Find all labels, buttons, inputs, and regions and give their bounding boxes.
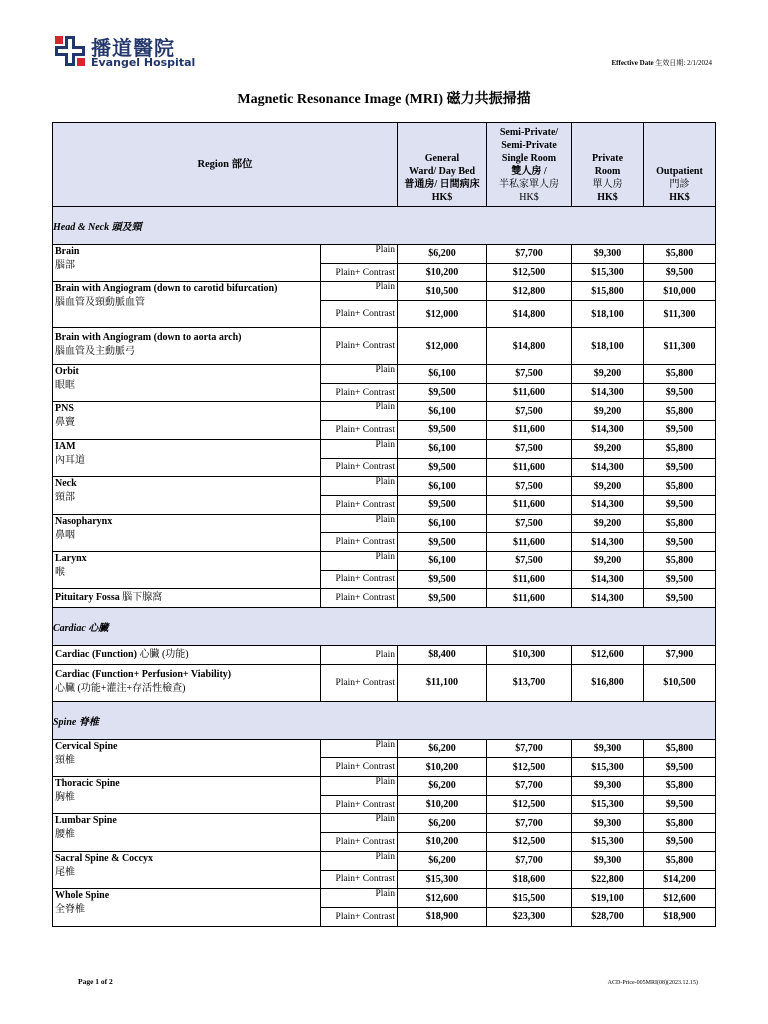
price-outpatient: $9,500 [644, 589, 716, 608]
price-semi-private: $7,500 [487, 551, 572, 570]
region-name-en: Brain with Angiogram (down to carotid bifurcation) [55, 283, 278, 295]
scan-type-cell: Plain [321, 551, 398, 570]
region-name-en: Cardiac (Function+ Perfusion+ Viability) [55, 668, 232, 680]
region-name-en: Lumbar Spine [55, 815, 117, 827]
scan-type-cell: Plain+ Contrast [321, 589, 398, 608]
price-general-ward: $8,400 [398, 646, 487, 665]
region-name-zh: 鼻咽 [55, 529, 75, 541]
region-name-zh: 腰椎 [55, 829, 75, 841]
region-name-en: Larynx [55, 552, 87, 564]
hospital-logo [53, 34, 196, 70]
table-row [53, 889, 716, 908]
scan-type-cell: Plain+ Contrast [321, 664, 398, 701]
price-general-ward: $9,500 [398, 495, 487, 514]
page-number: Page 1 of 2 [78, 977, 113, 986]
region-name-zh: 腦下腺窩 [122, 592, 163, 604]
table-row [53, 245, 716, 264]
region-name-en: Whole Spine [55, 890, 110, 902]
section-header-row [53, 701, 716, 739]
price-semi-private: $11,600 [487, 570, 572, 589]
region-cell [53, 328, 321, 365]
price-private-room: $9,200 [572, 439, 644, 458]
region-name-zh: 內耳道 [55, 454, 85, 466]
price-semi-private: $11,600 [487, 589, 572, 608]
effective-date-label: Effective Date [611, 59, 654, 67]
section-header-row [53, 608, 716, 646]
price-general-ward: $9,500 [398, 421, 487, 440]
price-general-ward: $12,600 [398, 889, 487, 908]
price-general-ward: $10,200 [398, 263, 487, 282]
price-private-room: $22,800 [572, 870, 644, 889]
region-name-en: Nasopharynx [55, 515, 113, 527]
price-outpatient: $5,800 [644, 439, 716, 458]
effective-date [611, 58, 712, 68]
price-general-ward: $9,500 [398, 533, 487, 552]
region-name-zh: 腦血管及主動脈弓 [55, 346, 135, 358]
price-private-room: $15,300 [572, 795, 644, 814]
price-general-ward: $6,100 [398, 551, 487, 570]
scan-type-cell: Plain [321, 814, 398, 833]
table-row [53, 646, 716, 665]
logo-english-name: Evangel Hospital [91, 56, 196, 69]
price-outpatient: $11,300 [644, 301, 716, 328]
price-private-room: $16,800 [572, 664, 644, 701]
price-private-room: $9,300 [572, 777, 644, 796]
price-general-ward: $10,200 [398, 795, 487, 814]
price-semi-private: $7,700 [487, 739, 572, 758]
price-private-room: $9,200 [572, 477, 644, 496]
price-semi-private: $10,300 [487, 646, 572, 665]
price-general-ward: $6,100 [398, 514, 487, 533]
region-name-zh: 心臟 (功能) [139, 648, 189, 660]
scan-type-cell: Plain+ Contrast [321, 870, 398, 889]
table-row [53, 589, 716, 608]
price-general-ward: $6,200 [398, 851, 487, 870]
table-row [53, 282, 716, 301]
region-name-en: Sacral Spine & Coccyx [55, 852, 154, 864]
price-private-room: $9,200 [572, 365, 644, 384]
scan-type-cell: Plain+ Contrast [321, 758, 398, 777]
region-cell [53, 365, 321, 402]
price-private-room: $9,300 [572, 739, 644, 758]
price-semi-private: $11,600 [487, 533, 572, 552]
scan-type-cell: Plain+ Contrast [321, 301, 398, 328]
price-outpatient: $10,000 [644, 282, 716, 301]
price-general-ward: $6,200 [398, 739, 487, 758]
region-name-zh: 喉 [55, 566, 65, 578]
price-private-room: $15,300 [572, 263, 644, 282]
price-outpatient: $5,800 [644, 402, 716, 421]
table-row [53, 365, 716, 384]
price-outpatient: $18,900 [644, 907, 716, 926]
price-outpatient: $5,800 [644, 365, 716, 384]
scan-type-cell: Plain [321, 889, 398, 908]
scan-type-cell: Plain+ Contrast [321, 795, 398, 814]
price-general-ward: $15,300 [398, 870, 487, 889]
price-semi-private: $15,500 [487, 889, 572, 908]
price-outpatient: $9,500 [644, 421, 716, 440]
scan-type-cell: Plain [321, 402, 398, 421]
scan-type-cell: Plain+ Contrast [321, 570, 398, 589]
price-general-ward: $6,100 [398, 477, 487, 496]
price-semi-private: $7,700 [487, 814, 572, 833]
price-outpatient: $5,800 [644, 851, 716, 870]
price-semi-private: $7,500 [487, 477, 572, 496]
price-outpatient: $11,300 [644, 328, 716, 365]
scan-type-cell: Plain [321, 365, 398, 384]
price-semi-private: $11,600 [487, 383, 572, 402]
price-general-ward: $6,100 [398, 439, 487, 458]
scan-type-cell: Plain+ Contrast [321, 383, 398, 402]
price-semi-private: $11,600 [487, 421, 572, 440]
region-cell [53, 777, 321, 814]
region-cell [53, 477, 321, 514]
scan-type-cell: Plain+ Contrast [321, 458, 398, 477]
table-row [53, 439, 716, 458]
region-cell [53, 664, 321, 701]
price-semi-private: $12,800 [487, 282, 572, 301]
price-private-room: $15,800 [572, 282, 644, 301]
region-name-en: PNS [55, 403, 74, 415]
price-private-room: $18,100 [572, 301, 644, 328]
region-name-en: Pituitary Fossa [55, 592, 120, 604]
table-row [53, 402, 716, 421]
table-row [53, 814, 716, 833]
price-outpatient: $7,900 [644, 646, 716, 665]
price-private-room: $14,300 [572, 458, 644, 477]
price-private-room: $18,100 [572, 328, 644, 365]
scan-type-cell: Plain [321, 245, 398, 264]
table-row [53, 851, 716, 870]
region-cell [53, 514, 321, 551]
price-private-room: $9,300 [572, 851, 644, 870]
price-general-ward: $12,000 [398, 328, 487, 365]
logo-chinese-name: 播道醫院 [91, 36, 175, 60]
price-outpatient: $5,800 [644, 814, 716, 833]
price-private-room: $14,300 [572, 570, 644, 589]
price-outpatient: $12,600 [644, 889, 716, 908]
price-outpatient: $10,500 [644, 664, 716, 701]
price-semi-private: $7,500 [487, 439, 572, 458]
page-title: Magnetic Resonance Image (MRI) 磁力共振掃描 [237, 92, 531, 107]
price-outpatient: $9,500 [644, 533, 716, 552]
region-name-en: Cervical Spine [55, 740, 118, 752]
region-name-zh: 鼻竇 [55, 417, 75, 429]
price-outpatient: $9,500 [644, 495, 716, 514]
region-cell [53, 739, 321, 776]
region-cell [53, 889, 321, 926]
price-outpatient: $9,500 [644, 263, 716, 282]
price-semi-private: $7,700 [487, 777, 572, 796]
column-header-region: Region 部位 [53, 123, 398, 207]
price-outpatient: $9,500 [644, 458, 716, 477]
table-header-row [53, 123, 716, 207]
price-outpatient: $14,200 [644, 870, 716, 889]
price-private-room: $12,600 [572, 646, 644, 665]
price-semi-private: $7,700 [487, 851, 572, 870]
price-semi-private: $12,500 [487, 263, 572, 282]
scan-type-cell: Plain [321, 439, 398, 458]
price-general-ward: $11,100 [398, 664, 487, 701]
region-name-en: Brain with Angiogram (down to aorta arch) [55, 332, 242, 344]
price-outpatient: $9,500 [644, 383, 716, 402]
region-name-zh: 頸部 [55, 492, 75, 504]
column-header-outpatient: Outpatient 門診 HK$ [644, 123, 716, 207]
region-name-zh: 全脊椎 [55, 904, 85, 916]
price-semi-private: $7,500 [487, 365, 572, 384]
effective-date-label-zh: 生效日期: [655, 59, 686, 67]
region-name-zh: 眼眶 [55, 380, 75, 392]
price-private-room: $14,300 [572, 495, 644, 514]
price-outpatient: $9,500 [644, 833, 716, 852]
region-cell [53, 851, 321, 888]
scan-type-cell: Plain [321, 514, 398, 533]
price-semi-private: $18,600 [487, 870, 572, 889]
section-title: Spine 脊椎 [53, 701, 716, 739]
price-general-ward: $6,200 [398, 245, 487, 264]
price-semi-private: $14,800 [487, 301, 572, 328]
region-name-zh: 心臟 (功能+灌注+存活性檢查) [55, 682, 186, 694]
price-general-ward: $10,200 [398, 758, 487, 777]
scan-type-cell: Plain+ Contrast [321, 421, 398, 440]
region-name-en: IAM [55, 440, 76, 452]
price-outpatient: $5,800 [644, 477, 716, 496]
price-general-ward: $9,500 [398, 589, 487, 608]
scan-type-cell: Plain [321, 282, 398, 301]
region-name-zh: 腦血管及頸動脈血管 [55, 297, 145, 309]
scan-type-cell: Plain+ Contrast [321, 328, 398, 365]
scan-type-cell: Plain+ Contrast [321, 533, 398, 552]
price-table [52, 122, 716, 927]
cross-logo-icon [53, 34, 87, 68]
price-private-room: $28,700 [572, 907, 644, 926]
region-name-en: Orbit [55, 366, 79, 378]
price-semi-private: $13,700 [487, 664, 572, 701]
price-outpatient: $5,800 [644, 739, 716, 758]
region-name-zh: 腦部 [55, 260, 75, 271]
scan-type-cell: Plain+ Contrast [321, 263, 398, 282]
region-cell [53, 814, 321, 851]
column-header-general: General Ward/ Day Bed 普通房/ 日間病床 HK$ [398, 123, 487, 207]
region-name-zh: 胸椎 [55, 792, 75, 804]
table-row [53, 664, 716, 701]
region-cell [53, 282, 321, 328]
price-private-room: $14,300 [572, 589, 644, 608]
price-private-room: $9,200 [572, 551, 644, 570]
column-header-semi-private: Semi-Private/ Semi-Private Single Room 雙人房 / 半私家單人房 HK$ [487, 123, 572, 207]
price-semi-private: $12,500 [487, 795, 572, 814]
scan-type-cell: Plain [321, 851, 398, 870]
section-title: Head & Neck 頭及頸 [53, 207, 716, 245]
price-outpatient: $9,500 [644, 795, 716, 814]
price-private-room: $9,300 [572, 814, 644, 833]
price-semi-private: $11,600 [487, 495, 572, 514]
price-semi-private: $7,700 [487, 245, 572, 264]
section-title: Cardiac 心臟 [53, 608, 716, 646]
price-private-room: $9,200 [572, 402, 644, 421]
table-row [53, 777, 716, 796]
table-row [53, 739, 716, 758]
region-name-en: Neck [55, 478, 77, 490]
scan-type-cell: Plain [321, 739, 398, 758]
price-general-ward: $6,200 [398, 814, 487, 833]
region-cell [53, 245, 321, 282]
region-name-en: Brain [55, 246, 80, 257]
price-general-ward: $9,500 [398, 570, 487, 589]
region-cell [53, 439, 321, 476]
price-general-ward: $6,100 [398, 365, 487, 384]
scan-type-cell: Plain+ Contrast [321, 495, 398, 514]
price-general-ward: $10,200 [398, 833, 487, 852]
price-outpatient: $5,800 [644, 514, 716, 533]
table-row [53, 514, 716, 533]
price-private-room: $19,100 [572, 889, 644, 908]
section-header-row [53, 207, 716, 245]
region-cell [53, 646, 321, 665]
table-row [53, 477, 716, 496]
region-name-en: Cardiac (Function) [55, 648, 137, 660]
price-general-ward: $9,500 [398, 383, 487, 402]
price-private-room: $14,300 [572, 383, 644, 402]
price-private-room: $9,300 [572, 245, 644, 264]
price-general-ward: $18,900 [398, 907, 487, 926]
region-cell [53, 551, 321, 588]
price-private-room: $15,300 [572, 758, 644, 777]
price-general-ward: $6,200 [398, 777, 487, 796]
price-outpatient: $5,800 [644, 245, 716, 264]
price-semi-private: $12,500 [487, 758, 572, 777]
price-general-ward: $12,000 [398, 301, 487, 328]
region-name-en: Thoracic Spine [55, 778, 120, 790]
price-outpatient: $5,800 [644, 777, 716, 796]
document-code: ACD-Price-005MRI(08)(2023.12.15) [607, 980, 698, 986]
price-general-ward: $10,500 [398, 282, 487, 301]
price-semi-private: $7,500 [487, 402, 572, 421]
scan-type-cell: Plain+ Contrast [321, 907, 398, 926]
price-semi-private: $23,300 [487, 907, 572, 926]
region-name-zh: 尾椎 [55, 866, 75, 878]
effective-date-value: 2/1/2024 [687, 59, 712, 67]
table-row [53, 551, 716, 570]
scan-type-cell: Plain [321, 646, 398, 665]
price-private-room: $14,300 [572, 421, 644, 440]
scan-type-cell: Plain [321, 777, 398, 796]
price-private-room: $14,300 [572, 533, 644, 552]
price-semi-private: $7,500 [487, 514, 572, 533]
price-outpatient: $9,500 [644, 570, 716, 589]
price-semi-private: $11,600 [487, 458, 572, 477]
price-general-ward: $6,100 [398, 402, 487, 421]
price-outpatient: $9,500 [644, 758, 716, 777]
price-semi-private: $14,800 [487, 328, 572, 365]
scan-type-cell: Plain [321, 477, 398, 496]
column-header-private: Private Room 單人房 HK$ [572, 123, 644, 207]
price-general-ward: $9,500 [398, 458, 487, 477]
price-private-room: $15,300 [572, 833, 644, 852]
region-cell [53, 589, 321, 608]
table-row [53, 328, 716, 365]
price-semi-private: $12,500 [487, 833, 572, 852]
scan-type-cell: Plain+ Contrast [321, 833, 398, 852]
region-name-zh: 頸椎 [55, 754, 75, 766]
region-cell [53, 402, 321, 439]
price-private-room: $9,200 [572, 514, 644, 533]
price-outpatient: $5,800 [644, 551, 716, 570]
